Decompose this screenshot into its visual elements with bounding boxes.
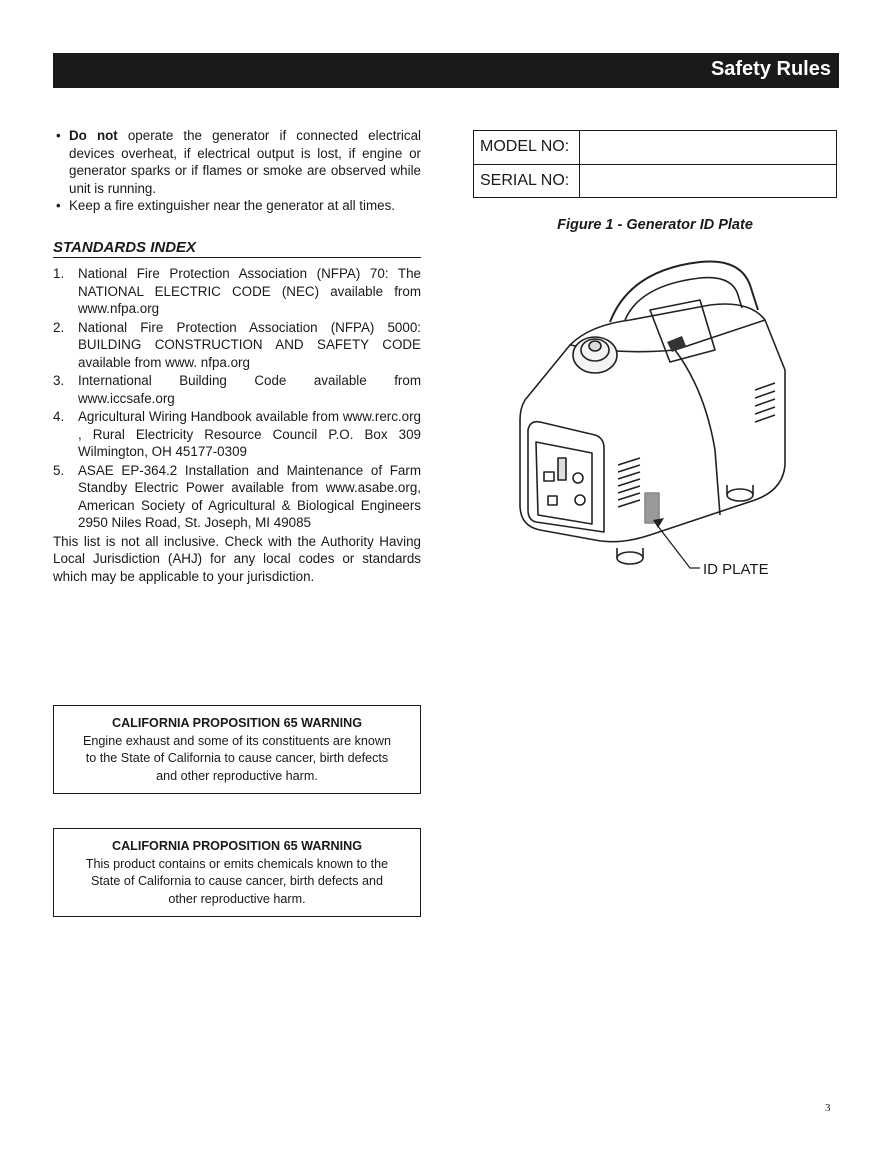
bullet-text: operate the generator if connected electrical devices overheat, if electrical output is lost, if engine or generator sparks or if flames or smoke are observed while unit is running. [69,128,421,196]
standards-item [53,372,421,407]
serial-value-field [579,165,836,198]
warning-title: CALIFORNIA PROPOSITION 65 WARNING [111,839,363,853]
id-plate [645,493,659,523]
section-header-bar [53,53,839,88]
item-number: 1. [53,266,65,281]
model-row [474,131,836,165]
item-number: 4. [53,409,65,424]
warning-title: CALIFORNIA PROPOSITION 65 WARNING [111,716,363,730]
safety-bullet [53,197,421,215]
model-label: MODEL NO: [480,138,570,155]
safety-bullet-list [53,127,421,215]
warning-body: Engine exhaust and some of its constituents are known to the State of California to cause cancer, birth defects and other reproductive harm. [82,733,392,783]
bullet-emphasis: Do not [69,128,118,143]
item-number: 5. [53,462,65,478]
item-text: National Fire Protection Association (NFPA) 70: The NATIONAL ELECTRIC CODE (NEC) available from www.nfpa.org [78,266,421,316]
bullet-text: Keep a fire extinguisher near the generator at all times. [69,198,396,213]
id-plate-callout: ID PLATE [703,561,769,578]
generator-illustration [500,250,800,580]
model-value-field [579,131,836,165]
serial-label: SERIAL NO: [480,172,570,189]
id-plate-table [473,130,837,198]
prop65-warning-box [53,828,421,917]
standards-item [53,319,421,372]
page-number: 3 [825,1102,831,1114]
serial-row [474,164,836,198]
warning-body: This product contains or emits chemicals known to the State of California to cause cancer, birth defects and other reproductive harm. [85,856,389,906]
standards-item [53,265,421,318]
carry-handle [610,261,758,322]
prop65-warning-box [53,705,421,794]
item-number: 3. [53,373,65,388]
item-text: Agricultural Wiring Handbook available from www.rerc.org , Rural Electricity Resource Council P.O. Box 309 Wilmington, OH 45177-0309 [78,409,421,459]
left-column [53,127,421,585]
standards-heading: STANDARDS INDEX [53,239,421,259]
standards-item [53,408,421,461]
standards-list [53,265,421,532]
id-plate-leader [657,525,700,568]
standards-item [53,462,421,532]
item-text: National Fire Protection Association (NFPA) 5000: BUILDING CONSTRUCTION AND SAFETY CODE available from www. nfpa.org [78,319,421,370]
item-text: International Building Code available from www.iccsafe.org [78,373,421,406]
standards-note: This list is not all inclusive. Check with the Authority Having Local Jurisdiction (AHJ) for any local codes or standards which may be applicable to your jurisdiction. [53,533,421,584]
safety-bullet [53,127,421,197]
item-number: 2. [53,319,65,335]
item-text: ASAE EP-364.2 Installation and Maintenance of Farm Standby Electric Power available from www.asabe.org, American Society of Agricultural & Biological Engineers 2950 Niles Road, St. Joseph, MI 49085 [78,462,421,530]
section-title: Safety Rules [710,58,831,80]
figure-caption: Figure 1 - Generator ID Plate [557,217,753,233]
